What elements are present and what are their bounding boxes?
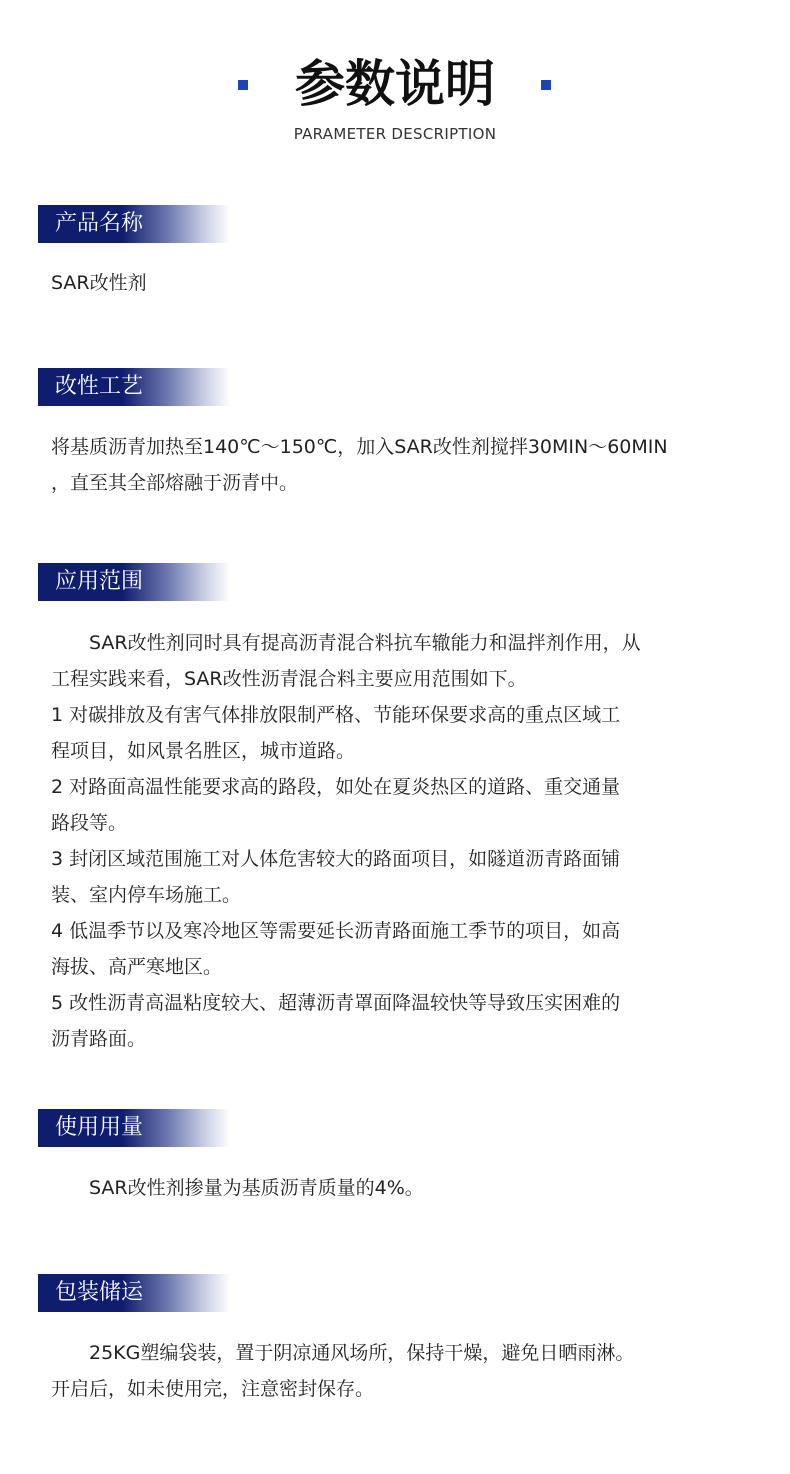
section-heading-label: 应用范围 bbox=[55, 569, 144, 594]
section-body-packaging-storage bbox=[51, 1335, 741, 1407]
body-line: 路段等。 bbox=[51, 812, 128, 834]
section-heading-application-scope bbox=[38, 563, 230, 601]
body-line: 海拔、高严寒地区。 bbox=[51, 956, 223, 978]
section-heading-label: 使用用量 bbox=[55, 1115, 144, 1140]
body-line: 沥青路面。 bbox=[51, 1028, 147, 1050]
body-line: 1 对碳排放及有害气体排放限制严格、节能环保要求高的重点区域工 bbox=[51, 704, 621, 726]
section-heading-label: 包装储运 bbox=[55, 1280, 144, 1305]
section-body-application-scope bbox=[51, 625, 741, 1057]
section-body-product-name bbox=[51, 265, 741, 301]
body-line: SAR改性剂 bbox=[51, 272, 147, 294]
body-line: 2 对路面高温性能要求高的路段，如处在夏炎热区的道路、重交通量 bbox=[51, 776, 621, 798]
body-line: 4 低温季节以及寒冷地区等需要延长沥青路面施工季节的项目，如高 bbox=[51, 920, 621, 942]
body-line: 程项目，如风景名胜区，城市道路。 bbox=[51, 740, 356, 762]
page-title: 参数说明 bbox=[295, 55, 495, 113]
section-heading-label: 产品名称 bbox=[55, 211, 144, 236]
section-heading-modification-process bbox=[38, 368, 230, 406]
section-body-dosage bbox=[51, 1170, 741, 1206]
body-line: 25KG塑编袋装，置于阴凉通风场所，保持干燥，避免日晒雨淋。 bbox=[51, 1342, 635, 1364]
section-heading-product-name bbox=[38, 205, 230, 243]
body-line: 将基质沥青加热至140℃～150℃，加入SAR改性剂搅拌30MIN～60MIN bbox=[51, 436, 668, 458]
body-line: SAR改性剂掺量为基质沥青质量的4%。 bbox=[51, 1177, 424, 1199]
body-line: SAR改性剂同时具有提高沥青混合料抗车辙能力和温拌剂作用，从 bbox=[51, 632, 641, 654]
body-line: 工程实践来看，SAR改性沥青混合料主要应用范围如下。 bbox=[51, 668, 527, 690]
section-body-modification-process bbox=[51, 429, 741, 501]
body-line: 5 改性沥青高温粘度较大、超薄沥青罩面降温较快等导致压实困难的 bbox=[51, 992, 621, 1014]
title-right-square-icon bbox=[541, 80, 551, 90]
section-heading-packaging-storage bbox=[38, 1274, 230, 1312]
section-heading-dosage bbox=[38, 1109, 230, 1147]
page-subtitle: PARAMETER DESCRIPTION bbox=[293, 125, 497, 143]
section-heading-label: 改性工艺 bbox=[55, 374, 144, 399]
body-line: 3 封闭区域范围施工对人体危害较大的路面项目，如隧道沥青路面铺 bbox=[51, 848, 621, 870]
body-line: 开启后，如未使用完，注意密封保存。 bbox=[51, 1378, 375, 1400]
body-line: 装、室内停车场施工。 bbox=[51, 884, 242, 906]
body-line: ，直至其全部熔融于沥青中。 bbox=[51, 472, 299, 494]
page-header bbox=[0, 0, 790, 160]
